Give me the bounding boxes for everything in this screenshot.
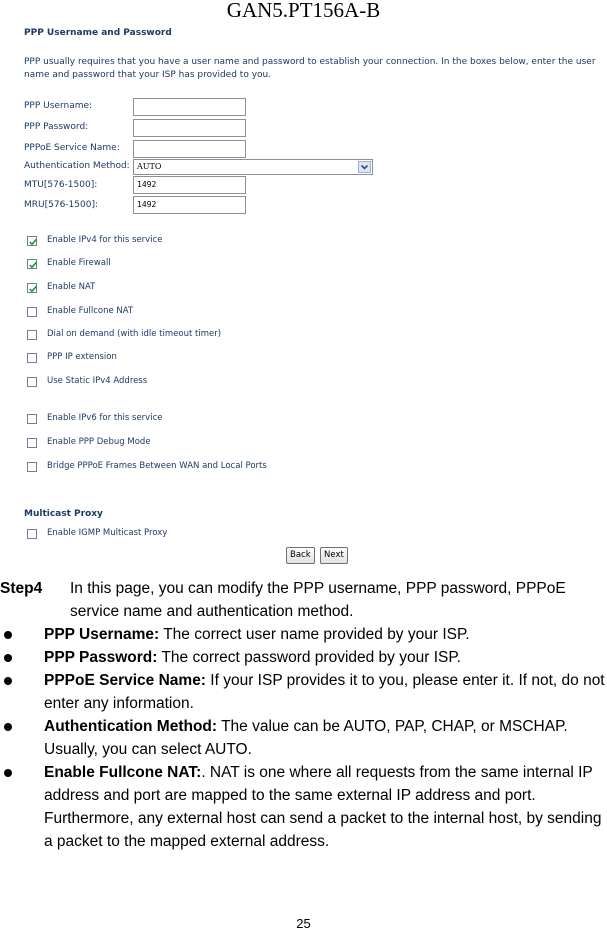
ppp-debug-checkbox[interactable] <box>27 438 37 448</box>
mtu-input[interactable]: 1492 <box>133 176 246 194</box>
pppoe-service-name-label: PPPoE Service Name: <box>24 143 120 153</box>
bullet-term: PPPoE Service Name: <box>44 672 206 689</box>
bullet-term: PPP Username: <box>44 626 160 643</box>
bullet-text: If your ISP provides it to you, please enter it. If not, do not enter any information. <box>44 672 605 712</box>
ppp-ip-extension-checkbox[interactable] <box>27 353 37 363</box>
step-text: In this page, you can modify the PPP username, PPP password, PPPoE service name and authentication method. <box>70 580 566 620</box>
next-button[interactable]: Next <box>320 547 348 564</box>
page-number: 25 <box>296 916 311 931</box>
list-item <box>0 715 607 761</box>
list-item <box>0 646 607 669</box>
static-ipv4-checkbox[interactable] <box>27 377 37 387</box>
ppp-section-description: PPP usually requires that you have a user name and password to establish your connection. In the boxes below, enter the user name and password that your ISP has provided to you. <box>24 57 596 80</box>
enable-ipv6-checkbox[interactable] <box>27 414 37 424</box>
bullet-icon <box>4 631 12 639</box>
authentication-method-label: Authentication Method: <box>24 161 130 171</box>
ppp-section-title: PPP Username and Password <box>24 28 172 38</box>
bridge-pppoe-checkbox[interactable] <box>27 462 37 472</box>
enable-firewall-checkbox[interactable] <box>27 259 37 269</box>
enable-ipv4-label: Enable IPv4 for this service <box>47 235 163 245</box>
enable-firewall-label: Enable Firewall <box>47 258 111 268</box>
dial-on-demand-label: Dial on demand (with idle timeout timer) <box>47 329 222 339</box>
back-button[interactable]: Back <box>286 547 315 564</box>
enable-fullcone-nat-checkbox[interactable] <box>27 307 37 317</box>
bullet-text: The correct password provided by your ISP. <box>157 649 461 666</box>
list-item <box>0 623 607 646</box>
chevron-down-icon[interactable] <box>358 161 371 173</box>
ppp-password-label: PPP Password: <box>24 122 89 132</box>
list-item <box>0 761 607 853</box>
document-header: GAN5.PT156A-B <box>226 0 381 22</box>
enable-nat-checkbox[interactable] <box>27 283 37 293</box>
enable-ipv4-checkbox[interactable] <box>27 236 37 246</box>
ppp-debug-label: Enable PPP Debug Mode <box>47 437 151 447</box>
list-item <box>0 669 607 715</box>
bullet-icon <box>4 677 12 685</box>
bullet-term: PPP Password: <box>44 649 158 666</box>
authentication-method-select[interactable] <box>133 159 373 175</box>
bullet-text: . NAT is one where all requests from the same internal IP address and port are mapped to the same external IP address and port. Furthermore, any external host can send a packet to the internal host, by sending a packet to the mapped external address. <box>44 764 602 850</box>
bullet-text: The correct user name provided by your ISP. <box>159 626 470 643</box>
dial-on-demand-checkbox[interactable] <box>27 330 37 340</box>
bullet-text: The value can be AUTO, PAP, CHAP, or MSCHAP. Usually, you can select AUTO. <box>44 718 568 758</box>
bullet-term: Authentication Method: <box>44 718 218 735</box>
bullet-icon <box>4 723 12 731</box>
enable-ipv6-label: Enable IPv6 for this service <box>47 413 163 423</box>
step-label: Step4 <box>0 580 43 597</box>
field-descriptions-list <box>0 623 607 853</box>
multicast-proxy-title: Multicast Proxy <box>24 509 103 519</box>
static-ipv4-label: Use Static IPv4 Address <box>47 376 148 386</box>
bullet-term: Enable Fullcone NAT: <box>44 764 202 781</box>
igmp-proxy-checkbox[interactable] <box>27 529 37 539</box>
router-config-screenshot <box>0 22 607 570</box>
bullet-icon <box>4 769 12 777</box>
mtu-label: MTU[576-1500]: <box>24 180 98 190</box>
mru-label: MRU[576-1500]: <box>24 200 98 210</box>
bridge-pppoe-label: Bridge PPPoE Frames Between WAN and Local Ports <box>47 461 267 471</box>
ppp-ip-extension-label: PPP IP extension <box>47 352 117 362</box>
ppp-password-input[interactable] <box>133 119 246 137</box>
pppoe-service-name-input[interactable] <box>133 140 246 158</box>
ppp-username-input[interactable] <box>133 98 246 116</box>
ppp-username-label: PPP Username: <box>24 101 93 111</box>
enable-nat-label: Enable NAT <box>47 282 96 292</box>
igmp-proxy-label: Enable IGMP Multicast Proxy <box>47 528 168 538</box>
authentication-method-value: AUTO <box>137 162 162 171</box>
mru-input[interactable]: 1492 <box>133 196 246 214</box>
enable-fullcone-nat-label: Enable Fullcone NAT <box>47 306 134 316</box>
bullet-icon <box>4 654 12 662</box>
